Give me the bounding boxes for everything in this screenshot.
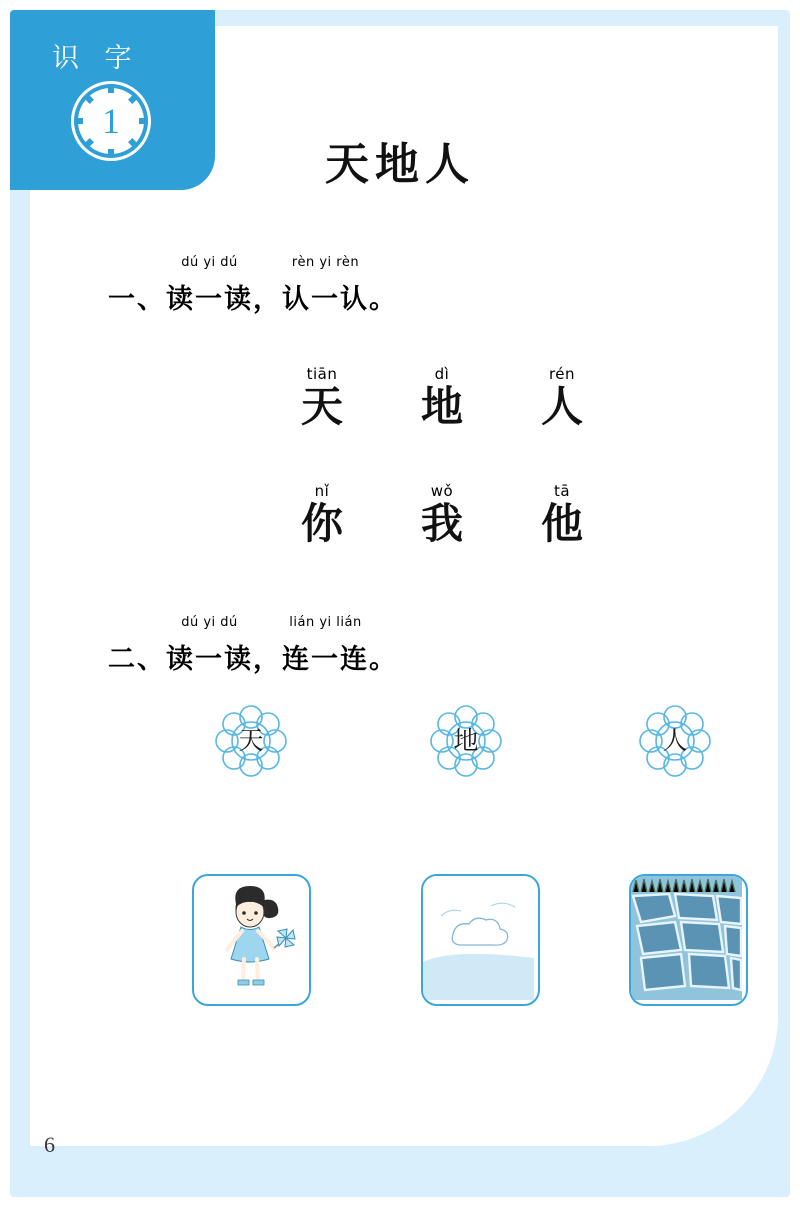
pinyin-di: dì <box>434 365 450 383</box>
exercise-2-part-2 <box>282 615 369 676</box>
exercise-2-part-1-pinyin: dú yi dú <box>181 615 238 630</box>
hanzi-ta: 他 <box>540 500 583 547</box>
exercise-2-part-2-text: 连一连 <box>282 644 369 674</box>
hanzi-wo: 我 <box>420 500 463 547</box>
char-row-1 <box>262 365 622 431</box>
pinyin-ni: nǐ <box>314 482 330 500</box>
flower-card-tian[interactable] <box>205 695 297 787</box>
char-cell-ta <box>502 482 622 548</box>
exercise-1-header <box>108 255 398 316</box>
char-cell-tian <box>262 365 382 431</box>
hanzi-ni: 你 <box>300 500 343 547</box>
picture-card-girl[interactable] <box>192 874 311 1006</box>
exercise-2-header <box>108 615 398 676</box>
char-cell-di <box>382 365 502 431</box>
unit-number: 1 <box>102 101 120 141</box>
exercise-2-part-1-text: 读一读 <box>166 644 253 674</box>
page-title: 天地人 <box>325 140 475 189</box>
exercise-1-comma: ， <box>253 284 282 314</box>
flower-label-di: 地 <box>453 727 479 755</box>
exercise-1-dot: 、 <box>137 284 166 314</box>
ground-field-icon <box>631 876 742 1000</box>
exercise-1-part-2-text: 认一认 <box>282 284 369 314</box>
pinyin-ren: rén <box>548 365 576 383</box>
exercise-2-comma: ， <box>253 644 282 674</box>
picture-card-ground[interactable] <box>629 874 748 1006</box>
pinyin-ta: tā <box>553 482 571 500</box>
exercise-2-number: 二 <box>108 644 137 674</box>
exercise-2-dot: 、 <box>137 644 166 674</box>
char-cell-wo <box>382 482 502 548</box>
exercise-2-part-1 <box>166 615 253 676</box>
hanzi-di: 地 <box>420 383 463 430</box>
exercise-1-part-2 <box>282 255 369 316</box>
flower-label-ren: 人 <box>662 727 688 755</box>
unit-tab-label: 识 字 <box>52 43 141 73</box>
flower-card-ren[interactable] <box>629 695 721 787</box>
exercise-1-part-1-pinyin: dú yi dú <box>181 255 238 270</box>
hanzi-tian: 天 <box>300 383 343 430</box>
flower-label-tian: 天 <box>238 727 264 755</box>
exercise-2-part-2-pinyin: lián yi lián <box>289 615 362 630</box>
exercise-1-period: 。 <box>369 284 398 314</box>
girl-icon <box>194 876 305 1000</box>
char-cell-ni <box>262 482 382 548</box>
pinyin-tian: tiān <box>306 365 338 383</box>
page-number: 6 <box>44 1132 55 1157</box>
pinyin-wo: wǒ <box>430 482 454 500</box>
exercise-2-period: 。 <box>369 644 398 674</box>
exercise-1-number: 一 <box>108 284 137 314</box>
exercise-1-part-1-text: 读一读 <box>166 284 253 314</box>
sky-cloud-icon <box>423 876 534 1000</box>
exercise-1-part-1 <box>166 255 253 316</box>
hanzi-ren: 人 <box>540 383 583 430</box>
picture-card-sky[interactable] <box>421 874 540 1006</box>
exercise-1-part-2-pinyin: rèn yi rèn <box>291 255 360 270</box>
char-row-2 <box>262 482 622 548</box>
flower-card-di[interactable] <box>420 695 512 787</box>
char-cell-ren <box>502 365 622 431</box>
